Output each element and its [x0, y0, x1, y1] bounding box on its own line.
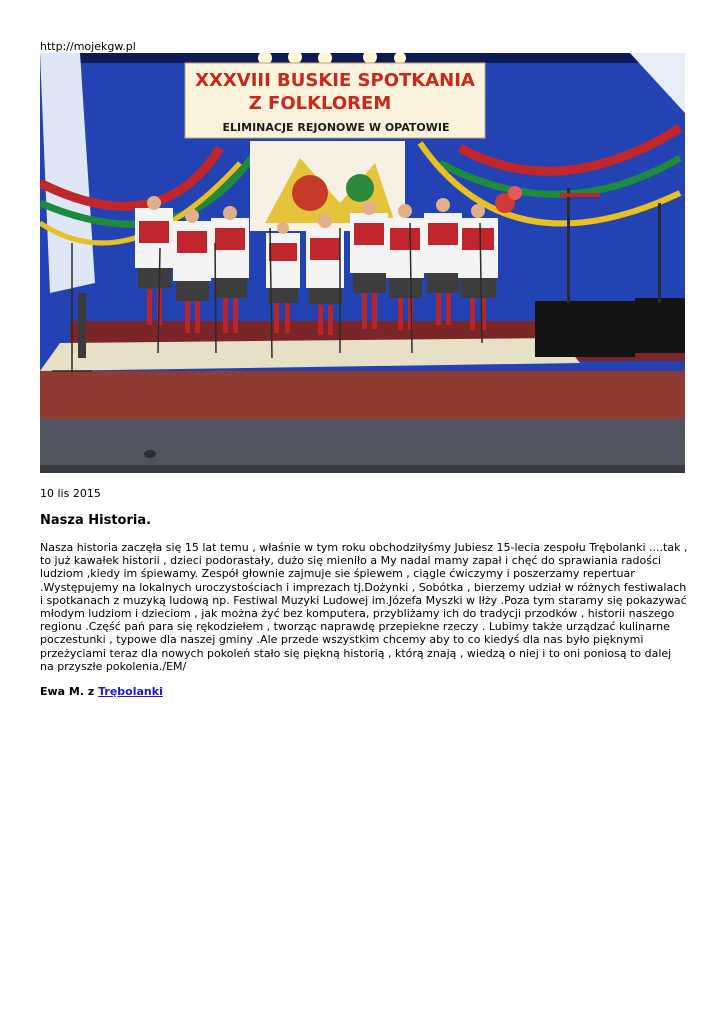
banner-line-2: Z FOLKLOREM [248, 93, 392, 114]
author-prefix: Ewa M. z [40, 685, 99, 698]
page-url: http://mojekgw.pl [40, 40, 136, 53]
stage-photo-illustration [40, 53, 685, 473]
banner-line-1: XXXVIII BUSKIE SPOTKANIA [195, 70, 475, 91]
banner-line-3: ELIMINACJE REJONOWE W OPATOWIE [222, 121, 450, 134]
stage-photo [40, 53, 685, 473]
post-body: Nasza historia zaczęła się 15 lat temu , właśnie w tym roku obchodziłyśmy Jubiesz 15-lecia zespołu Trębolanki ....tak , to już kawałek historii , dzieci podorastały, dużo się mieniło a My nadal mamy zapał i chęć do sprawiania radości ludziom ,kiedy im śpiewamy. Zespół głownie zajmuje sie śpiewem , ciągle ćwiczymy i poszerzamy repertuar .Występujemy na lokalnych uroczystościach i imprezach tj.Dożynki , Sobótka , bierzemy udział w różnych festiwalach i spotkanach z muzyką ludową np. Festiwal Muzyki Ludowej im.Józefa Myszki w Iłży .Poza tym staramy się pokazywać młodym ludziom i dzieciom , jak można żyć bez komputera, przybliżamy ich do tradycji przodków , historii naszego regionu .Część pań para się rękodziełem , tworząc naprawdę przepiekne rzeczy . Lubimy także urządzać kulinarne poczestunki , typowe dla naszej gminy .Ale przede wszystkim chcemy aby to co kiedyś dla nas było pięknymi przeżyciami teraz dla nowych pokoleń stało się piękną historią , którą znają , wiedzą o niej i to oni poniosą to dalej na przyszłe pokolenia./EM/ [40, 541, 688, 673]
post-title: Nasza Historia. [40, 513, 152, 528]
post-date: 10 lis 2015 [40, 487, 101, 500]
author-link[interactable]: Trębolanki [98, 685, 163, 698]
post-author [40, 685, 163, 698]
